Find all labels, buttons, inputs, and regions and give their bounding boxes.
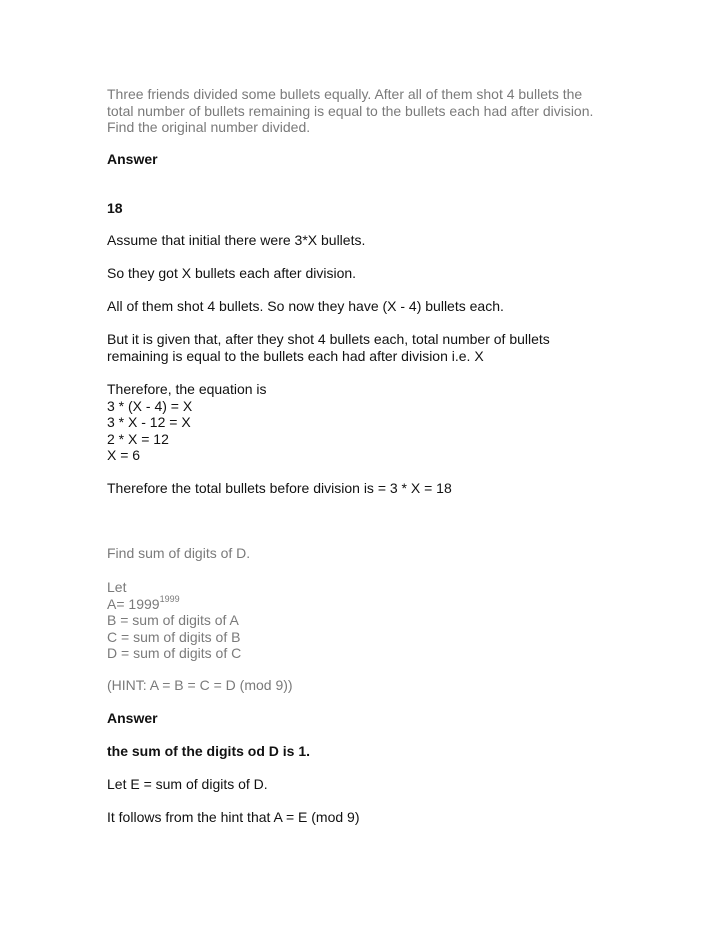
definitions-block — [107, 579, 627, 662]
equation-line: 3 * (X - 4) = X — [107, 397, 193, 414]
solution-step: So they got X bullets each after division. — [107, 265, 357, 281]
answer-value: the sum of the digits od D is 1. — [107, 743, 311, 759]
equation-line: X = 6 — [107, 447, 141, 463]
definition-line: B = sum of digits of A — [107, 612, 239, 628]
a-exponent: 1999 — [159, 593, 180, 604]
problem1-question — [107, 86, 627, 136]
question-line: Three friends divided some bullets equally. After all of them shot 4 bullets the — [107, 86, 583, 102]
equation-line: 2 * X = 12 — [107, 430, 169, 447]
answer-value: 18 — [107, 200, 123, 216]
let-line: Let — [107, 579, 127, 595]
problem2-question: Find sum of digits of D. — [107, 545, 251, 561]
answer-heading: Answer — [107, 151, 158, 167]
equation-line: 3 * X - 12 = X — [107, 414, 191, 430]
conclusion: Therefore the total bullets before division is = 3 * X = 18 — [107, 480, 452, 496]
question-line: Find the original number divided. — [107, 119, 311, 135]
solution-step: It follows from the hint that A = E (mod 9) — [107, 809, 360, 825]
solution-step: All of them shot 4 bullets. So now they have (X - 4) bullets each. — [107, 298, 504, 314]
equation-block — [107, 381, 627, 464]
a-base: A= 1999 — [107, 595, 160, 612]
step-line: remaining is equal to the bullets each had after division i.e. X — [107, 347, 484, 364]
equation-line: Therefore, the equation is — [107, 381, 267, 397]
definition-a — [107, 593, 627, 613]
question-line: total number of bullets remaining is equal to the bullets each had after division. — [107, 102, 594, 119]
definition-line: D = sum of digits of C — [107, 645, 242, 661]
step-line: But it is given that, after they shot 4 bullets each, total number of bullets — [107, 331, 550, 347]
answer-heading: Answer — [107, 710, 158, 726]
definition-line: C = sum of digits of B — [107, 628, 241, 645]
solution-step — [107, 331, 627, 364]
solution-step: Let E = sum of digits of D. — [107, 776, 268, 792]
hint: (HINT: A = B = C = D (mod 9)) — [107, 677, 293, 693]
solution-step: Assume that initial there were 3*X bullets. — [107, 232, 366, 248]
